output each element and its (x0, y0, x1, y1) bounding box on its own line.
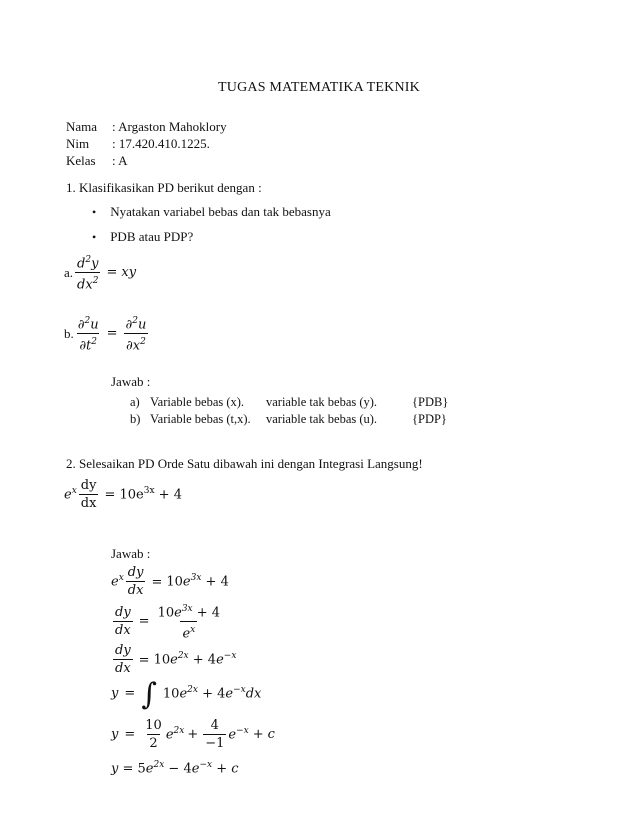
bullet-icon: • (92, 205, 97, 219)
identity-label-nama: Nama (66, 118, 98, 134)
equation-b (64, 314, 150, 354)
q2-heading: 2. Selesaikan PD Orde Satu dibawah ini dengan Integrasi Langsung! (66, 456, 423, 471)
q1-heading: 1. Klasifikasikan PD berikut dengan : (66, 180, 262, 195)
equation-b-math: $\frac{\partial^2u}{\partial t^2}$ = $\frac{\partial^2u}{\partial x^2}$ (77, 316, 147, 354)
identity-block (66, 118, 227, 169)
equation-a-label: a. (64, 264, 74, 280)
equation-b-label: b. (64, 325, 74, 341)
page-title: TUGAS MATEMATIKA TEKNIK (218, 80, 420, 95)
integral-icon: ∫ (141, 677, 157, 712)
solution-step-6: $y = 5e^{2x} - 4e^{-x} + c$ (111, 760, 239, 777)
solution-step-2: $\frac{dy}{dx}$ = $\frac{10e^{3x} + 4}{e^x}$ (115, 604, 221, 642)
solution-step-3: $\frac{dy}{dx}$ = $10e^{2x} + 4e^{-x}$ (115, 643, 237, 676)
identity-value-nama: : Argaston Mahoklory (112, 118, 227, 134)
solution-step-4: y = ∫ $10e^{2x} + 4e^{-x}dx$ (111, 677, 262, 712)
q2-equation: $e^x$ $\frac{dy}{dx}$ = $10e^{3x} + 4$ (64, 478, 182, 511)
solution-step-5: y = $\frac{10}{2}$ $e^{2x}$ + $\frac{4}{-1}$ $e^{-x}$ + c (111, 718, 275, 751)
q2-jawab: Jawab : (111, 546, 151, 561)
q1-bullet-1: • Nyatakan variabel bebas dan tak bebasnya (92, 204, 331, 219)
q1-answer-a: a) Variable bebas (x). variable tak bebas (y). {PDB} (130, 395, 449, 409)
q1-answer-b: b) Variable bebas (t,x). variable tak bebas (u). {PDP} (130, 412, 447, 426)
solution-step-1: $e^x$ $\frac{dy}{dx}$ = $10e^{3x} + 4$ (111, 565, 229, 598)
equation-a (64, 253, 136, 293)
identity-label-nim: Nim (66, 135, 90, 151)
equation-a-math: $\frac{d^2y}{dx^2}$ = xy (77, 255, 137, 293)
q1-bullet-2: • PDB atau PDP? (92, 229, 194, 244)
identity-value-kelas: : A (112, 152, 128, 168)
identity-label-kelas: Kelas (66, 152, 96, 168)
identity-value-nim: : 17.420.410.1225. (112, 135, 210, 151)
bullet-icon: • (92, 230, 97, 244)
q1-jawab: Jawab : (111, 374, 151, 389)
